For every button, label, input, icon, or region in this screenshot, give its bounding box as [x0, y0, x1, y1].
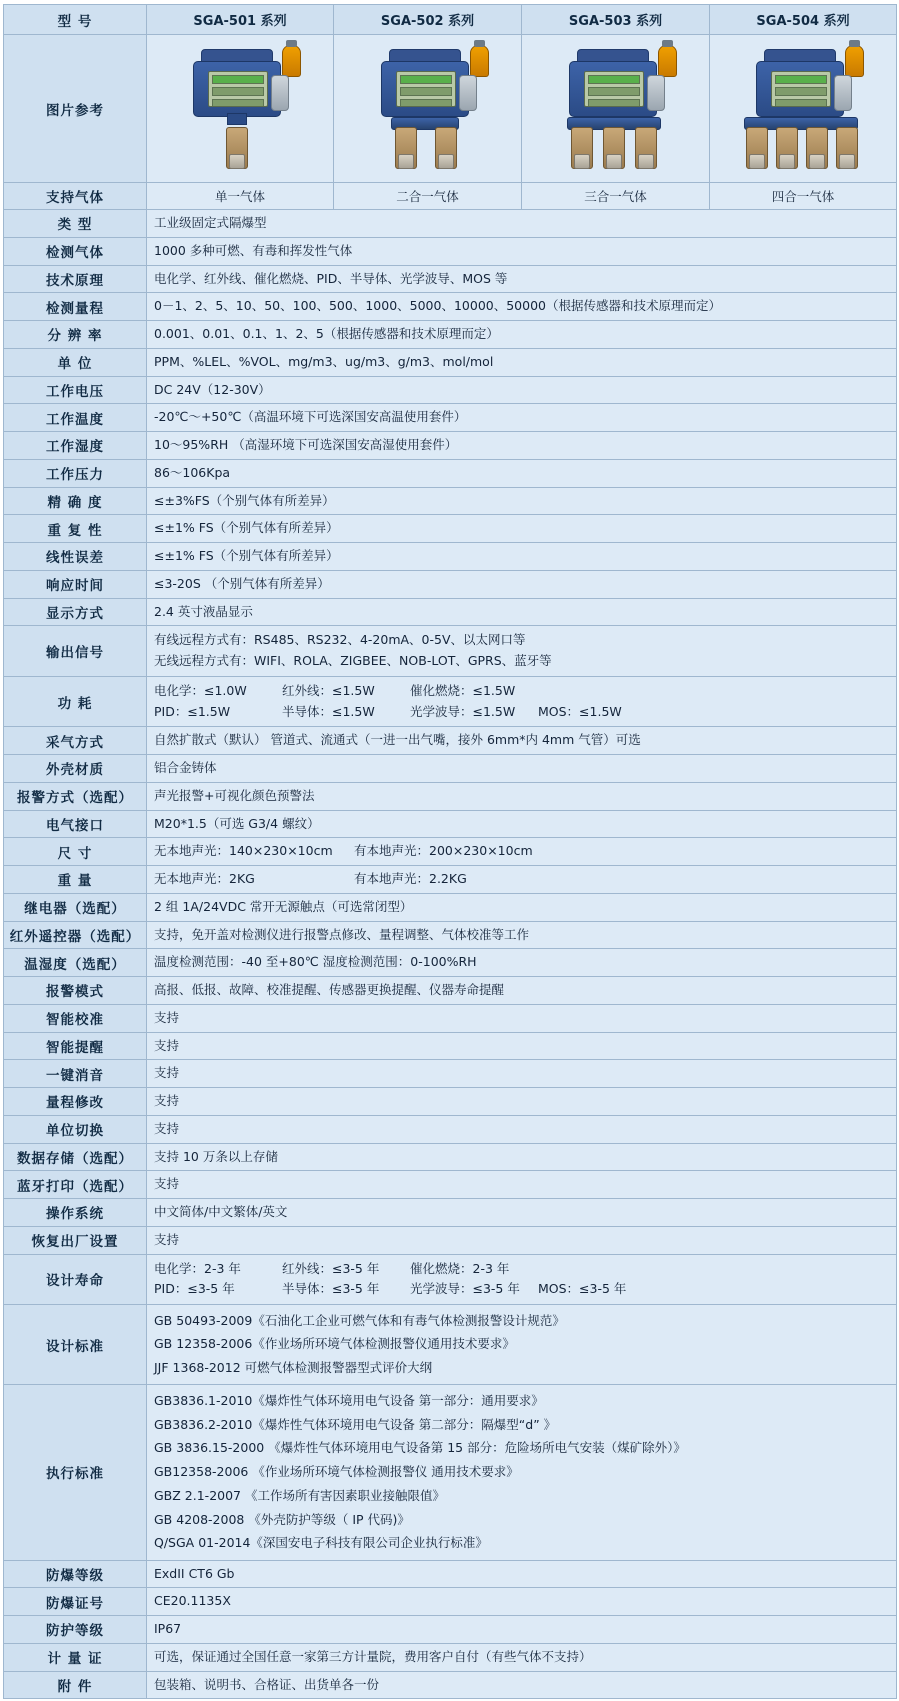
lifespan-mos: MOS：≤3-5 年: [538, 1281, 627, 1297]
row-value-temperature: -20℃～+50℃（高温环境下可选深国安高温使用套件）: [147, 404, 897, 432]
row-label-output-signal: 输出信号: [4, 626, 147, 677]
row-label-sampling: 采气方式: [4, 727, 147, 755]
row-label-electrical-interface: 电气接口: [4, 810, 147, 838]
exec-standard-item: GB 3836.15-2000 《爆炸性气体环境用电气设备第 15 部分：危险场所电气安装（煤矿除外）》: [154, 1440, 686, 1456]
row-label-relay: 继电器（选配）: [4, 893, 147, 921]
power-semiconductor: 半导体：≤1.5W: [282, 703, 375, 719]
power-pid: PID：≤1.5W: [154, 703, 231, 719]
table-row: [4, 1254, 897, 1305]
product-image-4: [710, 35, 897, 183]
specification-table: [3, 4, 897, 1699]
gas-detector-icon: [718, 39, 888, 174]
output-signal-wired: 有线远程方式有：RS485、RS232、4-20mA、0-5V、以太网口等: [154, 632, 526, 648]
row-value-housing: 铝合金铸体: [147, 755, 897, 783]
row-label-lifespan: 设计寿命: [4, 1254, 147, 1305]
supported-gas-2: 二合一气体: [334, 183, 522, 210]
table-row: [4, 35, 897, 183]
table-row: [4, 1560, 897, 1588]
supported-gas-3: 三合一气体: [522, 183, 710, 210]
row-value-exec-standard: [147, 1385, 897, 1560]
row-label-temp-humidity-option: 温湿度（选配）: [4, 949, 147, 977]
row-value-os: 中文简体/中文繁体/英文: [147, 1199, 897, 1227]
table-row: [4, 727, 897, 755]
supported-gas-1: 单一气体: [147, 183, 334, 210]
row-value-technology: 电化学、红外线、催化燃烧、PID、半导体、光学波导、MOS 等: [147, 265, 897, 293]
table-row: [4, 1588, 897, 1616]
table-row: [4, 404, 897, 432]
row-label-smart-reminder: 智能提醒: [4, 1032, 147, 1060]
row-label-image-reference: 图片参考: [4, 35, 147, 183]
row-value-power: [147, 676, 897, 727]
row-value-sampling: 自然扩散式（默认） 管道式、流通式（一进一出气嘴，接外 6mm*内 4mm 气管）可选: [147, 727, 897, 755]
row-value-pressure: 86～106Kpa: [147, 459, 897, 487]
table-row: [4, 1305, 897, 1385]
row-value-alarm-modes: 高报、低报、故障、校准提醒、传感器更换提醒、仪器寿命提醒: [147, 977, 897, 1005]
row-label-factory-reset: 恢复出厂设置: [4, 1226, 147, 1254]
weight-with-alarm: 有本地声光：2.2KG: [354, 871, 467, 886]
lifespan-pid: PID：≤3-5 年: [154, 1281, 235, 1297]
design-standard-item: GB 12358-2006《作业场所环境气体检测报警仪通用技术要求》: [154, 1336, 515, 1352]
row-label-smart-calibration: 智能校准: [4, 1004, 147, 1032]
row-label-voltage: 工作电压: [4, 376, 147, 404]
table-row: [4, 1643, 897, 1671]
model-header-3: SGA-503 系列: [522, 5, 710, 35]
row-label-ir-remote: 红外遥控器（选配）: [4, 921, 147, 949]
row-label-linearity: 线性误差: [4, 543, 147, 571]
row-value-ex-certificate: CE20.1135X: [147, 1588, 897, 1616]
row-value-factory-reset: 支持: [147, 1226, 897, 1254]
table-row: [4, 1143, 897, 1171]
row-value-design-standard: [147, 1305, 897, 1385]
table-row: [4, 782, 897, 810]
row-label-type: 类 型: [4, 210, 147, 238]
row-value-temp-humidity-option: 温度检测范围：-40 至+80℃ 湿度检测范围：0-100%RH: [147, 949, 897, 977]
table-row: [4, 810, 897, 838]
lifespan-line-1: [154, 1259, 889, 1280]
table-row: [4, 5, 897, 35]
row-label-model: 型 号: [4, 5, 147, 35]
table-row: [4, 838, 897, 866]
exec-standard-item: GB3836.2-2010《爆炸性气体环境用电气设备 第二部分：隔爆型“d” 》: [154, 1416, 557, 1432]
product-image-1: [147, 35, 334, 183]
row-value-ip-rating: IP67: [147, 1616, 897, 1644]
row-label-range: 检测量程: [4, 293, 147, 321]
table-row: [4, 1032, 897, 1060]
row-label-alarm-mode-option: 报警方式（选配）: [4, 782, 147, 810]
row-value-display: 2.4 英寸液晶显示: [147, 598, 897, 626]
row-value-accessories: 包装箱、说明书、合格证、出货单各一份: [147, 1671, 897, 1699]
exec-standard-item: GB3836.1-2010《爆炸性气体环境用电气设备 第一部分：通用要求》: [154, 1392, 544, 1408]
table-row: [4, 977, 897, 1005]
row-label-metrology-certificate: 计 量 证: [4, 1643, 147, 1671]
lifespan-infrared: 红外线：≤3-5 年: [282, 1260, 380, 1276]
row-value-alarm-mode-option: 声光报警+可视化颜色预警法: [147, 782, 897, 810]
row-value-type: 工业级固定式隔爆型: [147, 210, 897, 238]
row-label-size: 尺 寸: [4, 838, 147, 866]
row-value-range: 0－1、2、5、10、50、100、500、1000、5000、10000、50000（根据传感器和技术原理而定）: [147, 293, 897, 321]
table-row: [4, 543, 897, 571]
table-row: [4, 348, 897, 376]
table-row: [4, 265, 897, 293]
row-label-housing: 外壳材质: [4, 755, 147, 783]
table-row: [4, 598, 897, 626]
row-label-unit-switch: 单位切换: [4, 1115, 147, 1143]
table-row: [4, 1226, 897, 1254]
row-value-unit-switch: 支持: [147, 1115, 897, 1143]
row-label-range-modify: 量程修改: [4, 1088, 147, 1116]
table-row: [4, 1385, 897, 1560]
table-row: [4, 1088, 897, 1116]
row-label-ip-rating: 防护等级: [4, 1616, 147, 1644]
table-row: [4, 487, 897, 515]
lifespan-optical-waveguide: 光学波导：≤3-5 年: [410, 1281, 520, 1297]
row-value-repeatability: ≤±1% FS（个别气体有所差异）: [147, 515, 897, 543]
row-value-detect-gas: 1000 多种可燃、有毒和挥发性气体: [147, 237, 897, 265]
row-label-unit: 单 位: [4, 348, 147, 376]
table-row: [4, 676, 897, 727]
power-electrochemical: 电化学：≤1.0W: [154, 682, 247, 698]
row-value-response-time: ≤3-20S （个别气体有所差异）: [147, 570, 897, 598]
power-catalytic: 催化燃烧：≤1.5W: [410, 682, 516, 698]
row-value-relay: 2 组 1A/24VDC 常开无源触点（可选常闭型）: [147, 893, 897, 921]
lifespan-semiconductor: 半导体：≤3-5 年: [282, 1281, 380, 1297]
row-label-data-storage: 数据存储（选配）: [4, 1143, 147, 1171]
table-row: [4, 570, 897, 598]
row-label-ex-certificate: 防爆证号: [4, 1588, 147, 1616]
gas-detector-icon: [343, 39, 513, 174]
product-image-2: [334, 35, 522, 183]
gas-detector-icon: [155, 39, 325, 174]
row-value-smart-reminder: 支持: [147, 1032, 897, 1060]
table-row: [4, 515, 897, 543]
row-value-resolution: 0.001、0.01、0.1、1、2、5（根据传感器和技术原理而定）: [147, 321, 897, 349]
row-value-electrical-interface: M20*1.5（可选 G3/4 螺纹）: [147, 810, 897, 838]
table-row: [4, 459, 897, 487]
row-label-weight: 重 量: [4, 866, 147, 894]
row-label-design-standard: 设计标准: [4, 1305, 147, 1385]
table-row: [4, 1060, 897, 1088]
table-row: [4, 921, 897, 949]
exec-standard-item: GB 4208-2008 《外壳防护等级（ IP 代码)》: [154, 1511, 410, 1527]
output-signal-wireless: 无线远程方式有：WIFI、ROLA、ZIGBEE、NOB-LOT、GPRS、蓝牙等: [154, 653, 552, 668]
row-value-weight: [147, 866, 897, 894]
row-label-alarm-modes: 报警模式: [4, 977, 147, 1005]
row-value-metrology-certificate: 可选，保证通过全国任意一家第三方计量院，费用客户自付（有些气体不支持）: [147, 1643, 897, 1671]
table-row: [4, 626, 897, 677]
lifespan-electrochemical: 电化学：2-3 年: [154, 1260, 241, 1276]
row-label-resolution: 分 辨 率: [4, 321, 147, 349]
row-value-bluetooth-print: 支持: [147, 1171, 897, 1199]
lifespan-catalytic: 催化燃烧：2-3 年: [410, 1260, 510, 1276]
row-label-accuracy: 精 确 度: [4, 487, 147, 515]
row-label-supported-gas: 支持气体: [4, 183, 147, 210]
row-value-unit: PPM、%LEL、%VOL、mg/m3、ug/m3、g/m3、mol/mol: [147, 348, 897, 376]
row-label-temperature: 工作温度: [4, 404, 147, 432]
table-row: [4, 866, 897, 894]
row-label-technology: 技术原理: [4, 265, 147, 293]
row-value-accuracy: ≤±3%FS（个别气体有所差异）: [147, 487, 897, 515]
exec-standard-item: Q/SGA 01-2014《深国安电子科技有限公司企业执行标准》: [154, 1535, 488, 1551]
product-image-3: [522, 35, 710, 183]
row-label-exec-standard: 执行标准: [4, 1385, 147, 1560]
row-label-ex-rating: 防爆等级: [4, 1560, 147, 1588]
row-label-power: 功 耗: [4, 676, 147, 727]
row-label-humidity: 工作湿度: [4, 432, 147, 460]
row-value-ex-rating: ExdII CT6 Gb: [147, 1560, 897, 1588]
row-value-data-storage: 支持 10 万条以上存储: [147, 1143, 897, 1171]
size-without-alarm: 无本地声光：140×230×10cm: [154, 843, 333, 859]
row-label-display: 显示方式: [4, 598, 147, 626]
size-with-alarm: 有本地声光：200×230×10cm: [354, 843, 533, 859]
row-value-linearity: ≤±1% FS（个别气体有所差异）: [147, 543, 897, 571]
supported-gas-4: 四合一气体: [710, 183, 897, 210]
row-label-repeatability: 重 复 性: [4, 515, 147, 543]
exec-standard-item: GBZ 2.1-2007 《工作场所有害因素职业接触限值》: [154, 1487, 445, 1503]
table-row: [4, 949, 897, 977]
design-standard-item: GB 50493-2009《石油化工企业可燃气体和有毒气体检测报警设计规范》: [154, 1312, 565, 1328]
row-value-ir-remote: 支持，免开盖对检测仪进行报警点修改、量程调整、气体校准等工作: [147, 921, 897, 949]
table-row: [4, 293, 897, 321]
table-row: [4, 183, 897, 210]
row-label-detect-gas: 检测气体: [4, 237, 147, 265]
row-value-lifespan: [147, 1254, 897, 1305]
row-label-bluetooth-print: 蓝牙打印（选配）: [4, 1171, 147, 1199]
model-header-1: SGA-501 系列: [147, 5, 334, 35]
power-infrared: 红外线：≤1.5W: [282, 682, 375, 698]
power-optical-waveguide: 光学波导：≤1.5W: [410, 703, 516, 719]
table-row: [4, 1115, 897, 1143]
row-value-smart-calibration: 支持: [147, 1004, 897, 1032]
table-row: [4, 1199, 897, 1227]
row-label-pressure: 工作压力: [4, 459, 147, 487]
table-row: [4, 893, 897, 921]
table-row: [4, 1616, 897, 1644]
gas-detector-icon: [531, 39, 701, 174]
exec-standard-item: GB12358-2006 《作业场所环境气体检测报警仪 通用技术要求》: [154, 1464, 519, 1479]
power-line-2: [154, 702, 889, 723]
row-label-os: 操作系统: [4, 1199, 147, 1227]
row-label-response-time: 响应时间: [4, 570, 147, 598]
table-row: [4, 1171, 897, 1199]
row-value-one-key-mute: 支持: [147, 1060, 897, 1088]
row-value-voltage: DC 24V（12-30V）: [147, 376, 897, 404]
table-row: [4, 432, 897, 460]
model-header-4: SGA-504 系列: [710, 5, 897, 35]
model-header-2: SGA-502 系列: [334, 5, 522, 35]
row-label-one-key-mute: 一键消音: [4, 1060, 147, 1088]
table-row: [4, 376, 897, 404]
power-mos: MOS：≤1.5W: [538, 703, 622, 719]
row-value-output-signal: [147, 626, 897, 677]
row-value-range-modify: 支持: [147, 1088, 897, 1116]
table-row: [4, 237, 897, 265]
table-row: [4, 1004, 897, 1032]
lifespan-line-2: [154, 1279, 889, 1300]
row-value-humidity: 10～95%RH （高湿环境下可选深国安高湿使用套件）: [147, 432, 897, 460]
table-row: [4, 755, 897, 783]
table-row: [4, 1671, 897, 1699]
row-label-accessories: 附 件: [4, 1671, 147, 1699]
table-row: [4, 210, 897, 238]
power-line-1: [154, 681, 889, 702]
design-standard-item: JJF 1368-2012 可燃气体检测报警器型式评价大纲: [154, 1360, 433, 1375]
weight-without-alarm: 无本地声光：2KG: [154, 871, 255, 886]
table-row: [4, 321, 897, 349]
row-value-size: [147, 838, 897, 866]
